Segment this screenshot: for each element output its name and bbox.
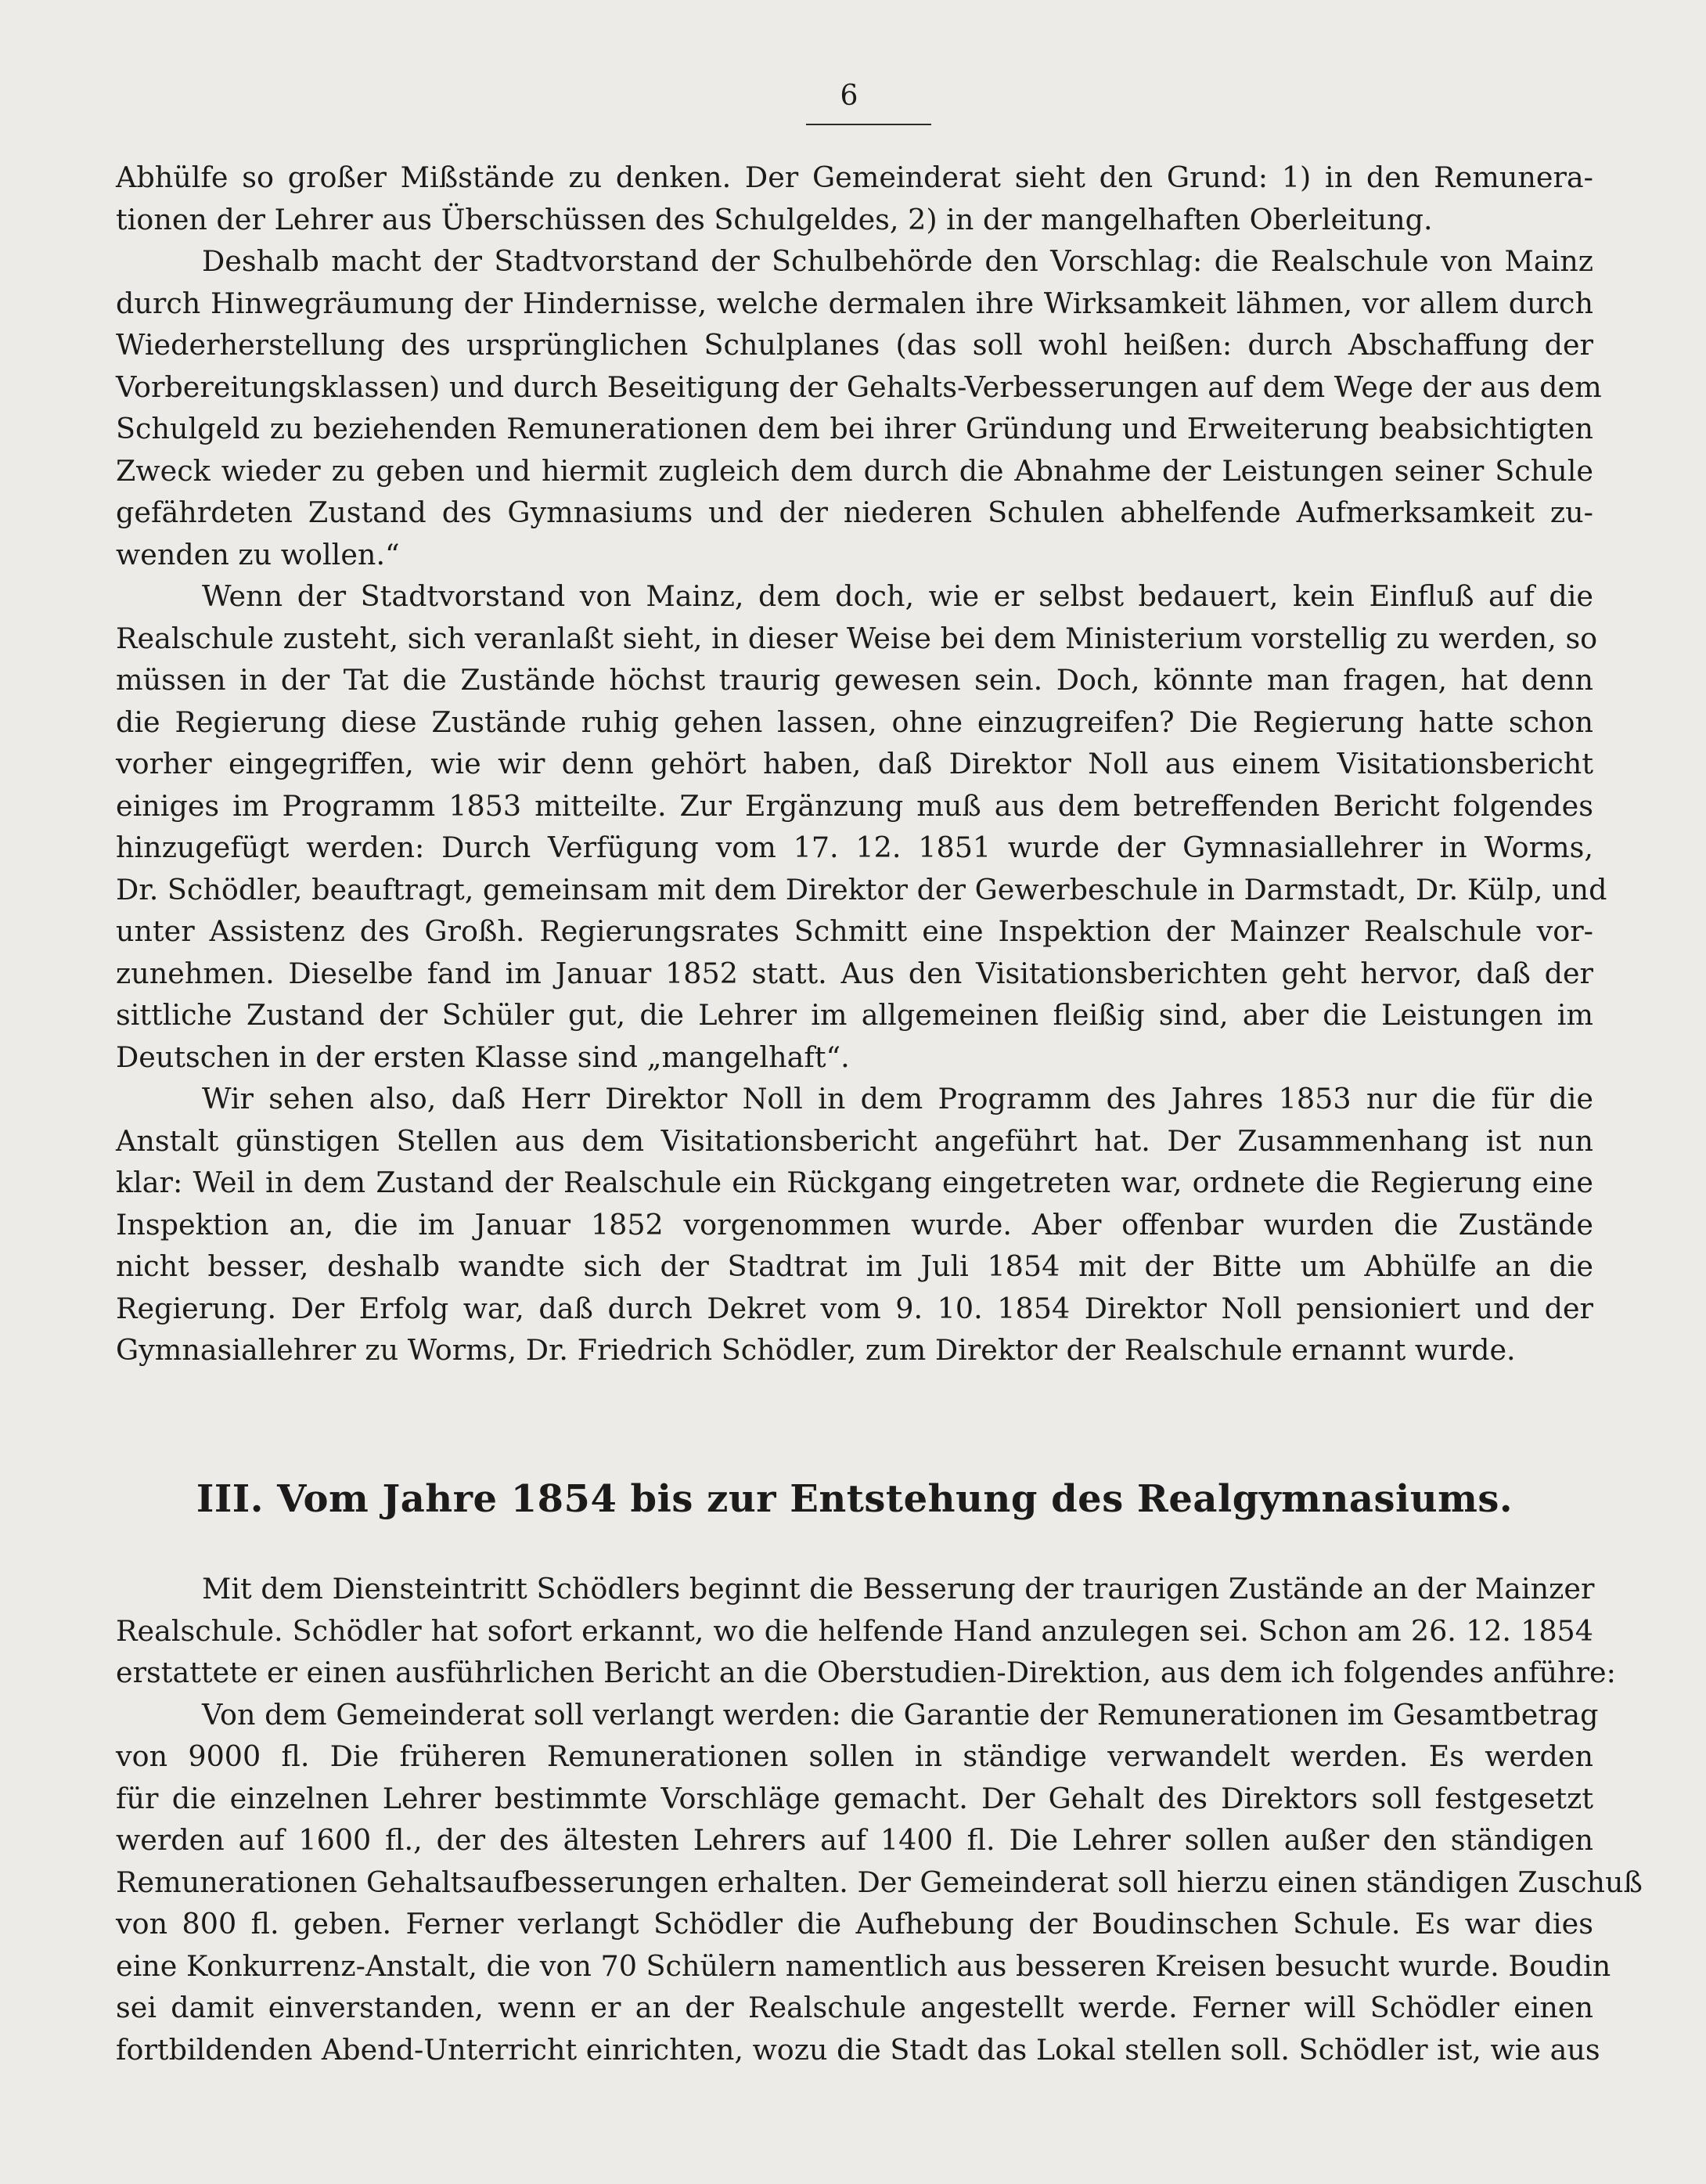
text-line: Deshalb macht der Stadtvorstand der Schulbehörde den Vorschlag: die Realschule von Mainz [202, 244, 1593, 278]
body-text-top [116, 157, 1607, 1371]
text-line: Dr. Schödler, beauftragt, gemeinsam mit dem Direktor der Gewerbeschule in Darmstadt, Dr. Külp, und [116, 872, 1607, 906]
text-line: Mit dem Diensteintritt Schödlers beginnt die Besserung der traurigen Zustände an der Mainzer [202, 1572, 1595, 1606]
text-line: eine Konkurrenz-Anstalt, die von 70 Schülern namentlich aus besseren Kreisen besucht wurde. Boudin [116, 1948, 1611, 1983]
text-line: sittliche Zustand der Schüler gut, die Lehrer im allgemeinen fleißig sind, aber die Leistungen im [116, 998, 1593, 1032]
text-line: Zweck wieder zu geben und hiermit zugleich dem durch die Abnahme der Leistungen seiner Schule [116, 453, 1593, 488]
text-line: Von dem Gemeinderat soll verlangt werden: die Garantie der Remunerationen im Gesamtbetrag [202, 1697, 1599, 1732]
text-line: nicht besser, deshalb wandte sich der Stadtrat im Juli 1854 mit der Bitte um Abhülfe an die [116, 1249, 1593, 1283]
text-line: durch Hinwegräumung der Hindernisse, welche dermalen ihre Wirksamkeit lähmen, vor allem durch [116, 286, 1593, 320]
text-line: gefährdeten Zustand des Gymnasiums und der niederen Schulen abhelfende Aufmerksamkeit zu- [116, 496, 1593, 529]
page-number-rule [806, 124, 931, 125]
text-line: die Regierung diese Zustände ruhig gehen lassen, ohne einzugreifen? Die Regierung hatte schon [116, 705, 1593, 739]
text-line: Wir sehen also, daß Herr Direktor Noll in dem Programm des Jahres 1853 nur die für die [202, 1082, 1593, 1115]
text-line: werden auf 1600 fl., der des ältesten Lehrers auf 1400 fl. Die Lehrer sollen außer den ständigen [116, 1823, 1593, 1857]
section-heading: III. Vom Jahre 1854 bis zur Entstehung des Realgymnasiums. [196, 1477, 1513, 1521]
text-line: Regierung. Der Erfolg war, daß durch Dekret vom 9. 10. 1854 Direktor Noll pensioniert und der [116, 1291, 1593, 1325]
text-line: Vorbereitungsklassen) und durch Beseitigung der Gehalts-Verbesserungen auf dem Wege der aus dem [116, 369, 1602, 404]
text-line: Wenn der Stadtvorstand von Mainz, dem doch, wie er selbst bedauert, kein Einfluß auf die [202, 579, 1593, 613]
text-line: Wiederherstellung des ursprünglichen Schulplanes (das soll wohl heißen: durch Abschaffung der [116, 328, 1593, 362]
text-line: Anstalt günstigen Stellen aus dem Visitationsbericht angeführt hat. Der Zusammenhang ist nun [116, 1123, 1593, 1158]
text-line: sei damit einverstanden, wenn er an der Realschule angestellt werde. Ferner will Schödler einen [116, 1991, 1593, 2024]
text-line: zunehmen. Dieselbe fand im Januar 1852 statt. Aus den Visitationsberichten geht hervor, daß der [116, 956, 1593, 990]
text-line: klar: Weil in dem Zustand der Realschule ein Rückgang eingetreten war, ordnete die Regierung eine [116, 1166, 1593, 1199]
text-line: müssen in der Tat die Zustände höchst traurig gewesen sein. Doch, könnte man fragen, hat denn [116, 663, 1593, 697]
text-line: Deutschen in der ersten Klasse sind „mangelhaft“. [116, 1040, 850, 1074]
text-line: fortbildenden Abend-Unterricht einrichten, wozu die Stadt das Lokal stellen soll. Schödler ist, wie aus [116, 2032, 1600, 2067]
text-line: Inspektion an, die im Januar 1852 vorgenommen wurde. Aber offenbar wurden die Zustände [116, 1207, 1593, 1242]
text-line: Gymnasiallehrer zu Worms, Dr. Friedrich Schödler, zum Direktor der Realschule ernannt wurde. [116, 1333, 1516, 1367]
text-line: einiges im Programm 1853 mitteilte. Zur Ergänzung muß aus dem betreffenden Bericht folgendes [116, 788, 1593, 823]
page-number: 6 [840, 80, 858, 112]
text-line: von 9000 fl. Die früheren Remunerationen sollen in ständige verwandelt werden. Es werden [116, 1739, 1593, 1773]
text-line: unter Assistenz des Großh. Regierungsrates Schmitt eine Inspektion der Mainzer Realschule vor- [116, 914, 1593, 948]
body-text-bottom [116, 1568, 1643, 2070]
text-line: tionen der Lehrer aus Überschüssen des Schulgeldes, 2) in der mangelhaften Oberleitung. [116, 202, 1433, 236]
text-line: Remunerationen Gehaltsaufbesserungen erhalten. Der Gemeinderat soll hierzu einen ständigen Zuschuß [116, 1865, 1643, 1899]
text-line: für die einzelnen Lehrer bestimmte Vorschläge gemacht. Der Gehalt des Direktors soll festgesetzt [116, 1781, 1593, 1815]
text-line: Realschule. Schödler hat sofort erkannt, wo die helfende Hand anzulegen sei. Schon am 26. 12. 1854 [116, 1613, 1593, 1648]
text-line: erstattete er einen ausführlichen Bericht an die Oberstudien-Direktion, aus dem ich folgendes anführe: [116, 1656, 1616, 1689]
text-line: Schulgeld zu beziehenden Remunerationen dem bei ihrer Gründung und Erweiterung beabsichtigten [116, 412, 1593, 445]
text-line: vorher eingegriffen, wie wir denn gehört haben, daß Direktor Noll aus einem Visitationsbericht [116, 747, 1593, 780]
text-line: von 800 fl. geben. Ferner verlangt Schödler die Aufhebung der Boudinschen Schule. Es war dies [116, 1907, 1593, 1941]
text-line: hinzugefügt werden: Durch Verfügung vom 17. 12. 1851 wurde der Gymnasiallehrer in Worms, [116, 831, 1593, 864]
text-line: Realschule zusteht, sich veranlaßt sieht, in dieser Weise bei dem Ministerium vorstellig zu werden, so [116, 621, 1598, 655]
text-line: wenden zu wollen.“ [116, 537, 400, 571]
text-line: Abhülfe so großer Mißstände zu denken. Der Gemeinderat sieht den Grund: 1) in den Remunera- [116, 160, 1593, 194]
